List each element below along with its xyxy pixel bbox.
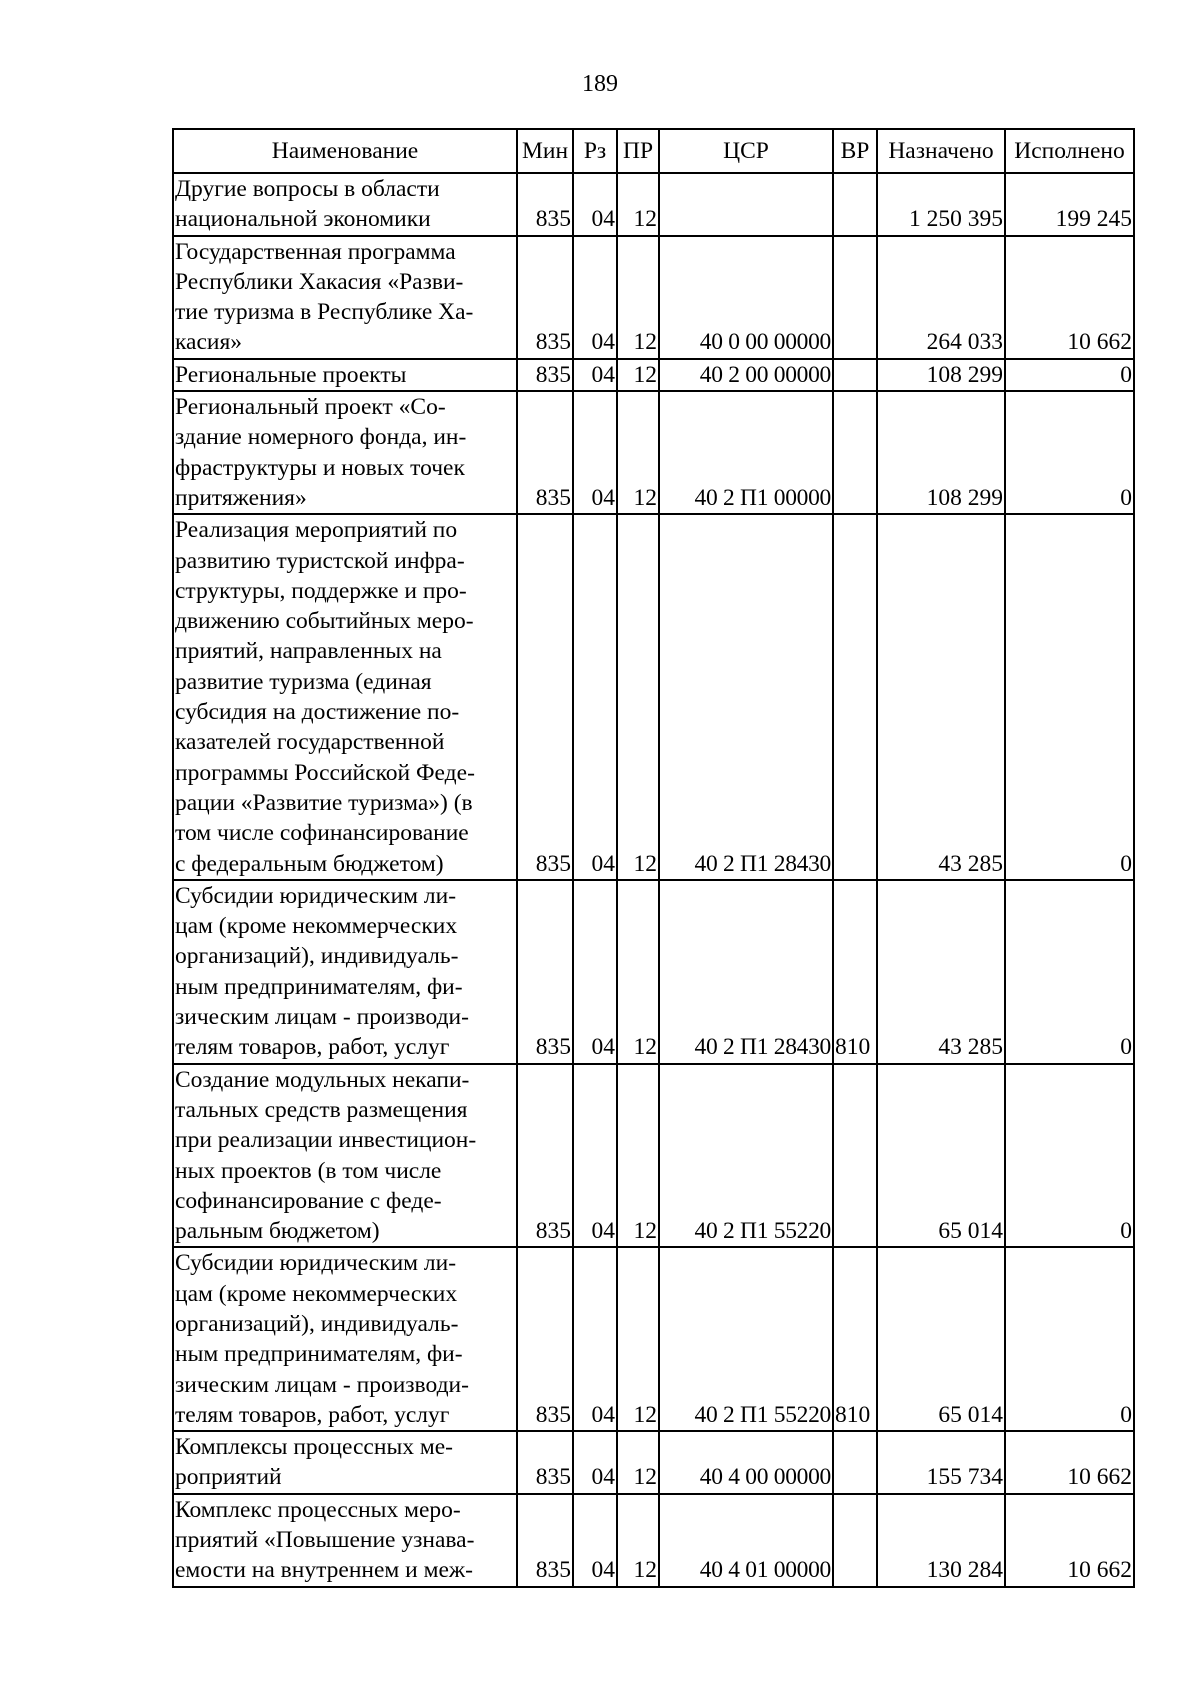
row-csr: 40 2 П1 00000 [659,391,833,514]
row-pr: 12 [617,1247,659,1431]
row-rz: 04 [573,173,617,236]
row-name: Региональные проекты [173,359,517,391]
row-assigned: 108 299 [877,391,1005,514]
header-assigned: Назначено [877,129,1005,173]
row-vr [833,359,877,391]
row-rz: 04 [573,1494,617,1587]
row-csr: 40 0 00 00000 [659,236,833,359]
row-executed: 10 662 [1005,236,1134,359]
row-vr [833,391,877,514]
row-min: 835 [517,1064,573,1248]
row-pr: 12 [617,1431,659,1494]
row-name: Субсидии юридическим ли- цам (кроме некоммерческих организаций), индивидуаль- ным предпринимателям, фи- зическим лицам - производи- телям товаров, работ, услуг [173,1247,517,1431]
row-name: Региональный проект «Со- здание номерного фонда, ин- фраструктуры и новых точек притяжения» [173,391,517,514]
page-number: 189 [582,71,618,97]
table-row [173,391,1134,514]
row-csr: 40 2 П1 28430 [659,880,833,1064]
header-rz: Рз [573,129,617,173]
header-name: Наименование [173,129,517,173]
row-min: 835 [517,1247,573,1431]
row-assigned: 155 734 [877,1431,1005,1494]
row-csr: 40 2 П1 55220 [659,1247,833,1431]
row-min: 835 [517,359,573,391]
table-row [173,880,1134,1064]
row-assigned: 43 285 [877,514,1005,880]
row-csr: 40 4 01 00000 [659,1494,833,1587]
row-csr: 40 2 00 00000 [659,359,833,391]
row-executed: 0 [1005,359,1134,391]
row-executed: 199 245 [1005,173,1134,236]
row-assigned: 264 033 [877,236,1005,359]
row-assigned: 130 284 [877,1494,1005,1587]
row-min: 835 [517,880,573,1064]
row-pr: 12 [617,391,659,514]
row-csr: 40 2 П1 28430 [659,514,833,880]
row-name: Комплексы процессных ме- роприятий [173,1431,517,1494]
table-row [173,1494,1134,1587]
header-pr: ПР [617,129,659,173]
row-name: Субсидии юридическим ли- цам (кроме некоммерческих организаций), индивидуаль- ным предпринимателям, фи- зическим лицам - производи- телям товаров, работ, услуг [173,880,517,1064]
row-name: Государственная программа Республики Хакасия «Разви- тие туризма в Республике Ха- касия» [173,236,517,359]
row-csr [659,173,833,236]
row-csr: 40 2 П1 55220 [659,1064,833,1248]
row-name: Комплекс процессных меро- приятий «Повышение узнава- емости на внутреннем и меж- [173,1494,517,1587]
header-min: Мин [517,129,573,173]
row-rz: 04 [573,391,617,514]
table-row [173,514,1134,880]
budget-table [172,128,1135,1588]
table-row [173,1064,1134,1248]
table-row [173,236,1134,359]
row-pr: 12 [617,880,659,1064]
row-csr: 40 4 00 00000 [659,1431,833,1494]
row-executed: 10 662 [1005,1494,1134,1587]
row-name: Реализация мероприятий по развитию туристской инфра- структуры, поддержке и про- движению событийных меро- приятий, направленных на развитие туризма (единая субсидия на достижение по- казателей государственной программы Российской Феде- рации «Развитие туризма») (в том числе софинансирование с федеральным бюджетом) [173,514,517,880]
row-name: Создание модульных некапи- тальных средств размещения при реализации инвестицион- ных проектов (в том числе софинансирование с феде- ральным бюджетом) [173,1064,517,1248]
header-executed: Исполнено [1005,129,1134,173]
row-vr [833,1431,877,1494]
row-vr [833,236,877,359]
row-vr [833,514,877,880]
row-min: 835 [517,1431,573,1494]
row-pr: 12 [617,359,659,391]
row-executed: 0 [1005,391,1134,514]
table-header-row [173,129,1134,173]
table-row [173,1431,1134,1494]
row-executed: 0 [1005,514,1134,880]
row-pr: 12 [617,1064,659,1248]
row-min: 835 [517,391,573,514]
row-rz: 04 [573,1431,617,1494]
row-executed: 0 [1005,1064,1134,1248]
row-assigned: 1 250 395 [877,173,1005,236]
row-vr: 810 [833,880,877,1064]
row-pr: 12 [617,236,659,359]
header-vr: ВР [833,129,877,173]
row-pr: 12 [617,514,659,880]
row-min: 835 [517,236,573,359]
row-rz: 04 [573,514,617,880]
row-vr: 810 [833,1247,877,1431]
row-pr: 12 [617,173,659,236]
row-rz: 04 [573,236,617,359]
row-rz: 04 [573,1064,617,1248]
row-pr: 12 [617,1494,659,1587]
row-vr [833,173,877,236]
row-rz: 04 [573,359,617,391]
row-min: 835 [517,1494,573,1587]
row-assigned: 43 285 [877,880,1005,1064]
row-assigned: 65 014 [877,1247,1005,1431]
row-executed: 10 662 [1005,1431,1134,1494]
row-executed: 0 [1005,1247,1134,1431]
table-row [173,1247,1134,1431]
row-min: 835 [517,173,573,236]
table-row [173,173,1134,236]
row-name: Другие вопросы в области национальной экономики [173,173,517,236]
row-assigned: 65 014 [877,1064,1005,1248]
row-min: 835 [517,514,573,880]
row-rz: 04 [573,1247,617,1431]
row-rz: 04 [573,880,617,1064]
row-vr [833,1494,877,1587]
row-executed: 0 [1005,880,1134,1064]
row-assigned: 108 299 [877,359,1005,391]
table-row [173,359,1134,391]
header-csr: ЦСР [659,129,833,173]
row-vr [833,1064,877,1248]
